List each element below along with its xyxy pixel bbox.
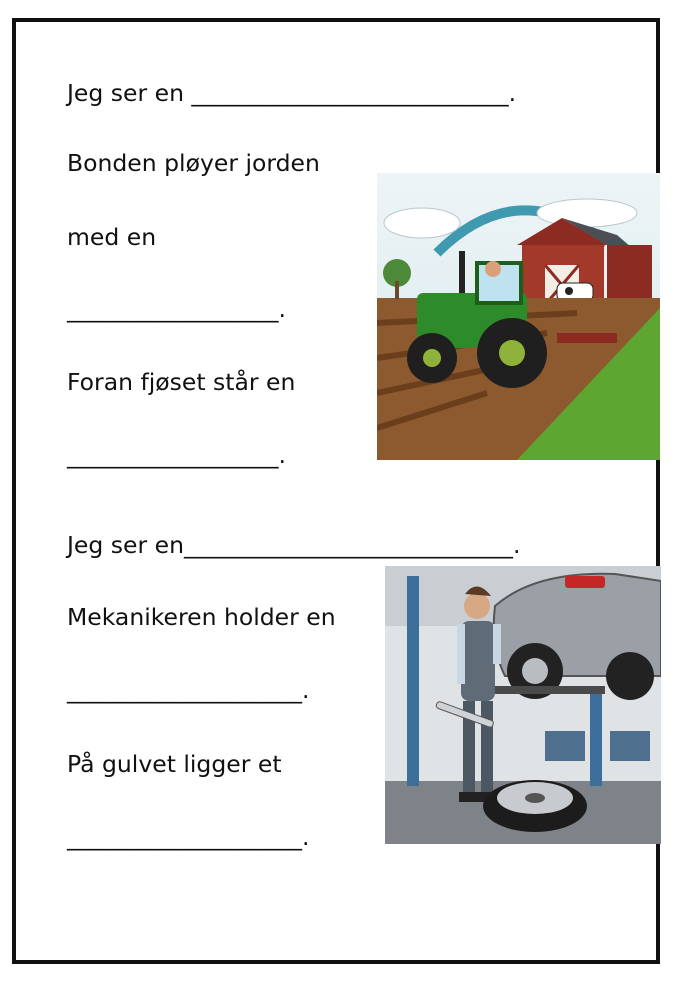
- sentence-foran-fjoset: Foran fjøset står en: [67, 368, 296, 396]
- answer-blank-tractor: __________________.: [67, 295, 286, 323]
- sentence-jeg-ser-en-2: Jeg ser en____________________________.: [67, 531, 521, 559]
- sentence-mekanikeren-holder: Mekanikeren holder en: [67, 603, 336, 631]
- sentence-pa-gulvet: På gulvet ligger et: [67, 750, 282, 778]
- sentence-bonden-ployer: Bonden pløyer jorden: [67, 149, 320, 177]
- sentence-med-en: med en: [67, 223, 157, 251]
- mechanic-garage-illustration: [385, 566, 661, 844]
- farm-tractor-illustration: [377, 173, 660, 460]
- sentence-jeg-ser-en-1: Jeg ser en ___________________________.: [67, 79, 517, 107]
- answer-blank-barn: __________________.: [67, 441, 286, 469]
- answer-blank-wrench: ____________________.: [67, 676, 310, 704]
- answer-blank-tire: ____________________.: [67, 823, 310, 851]
